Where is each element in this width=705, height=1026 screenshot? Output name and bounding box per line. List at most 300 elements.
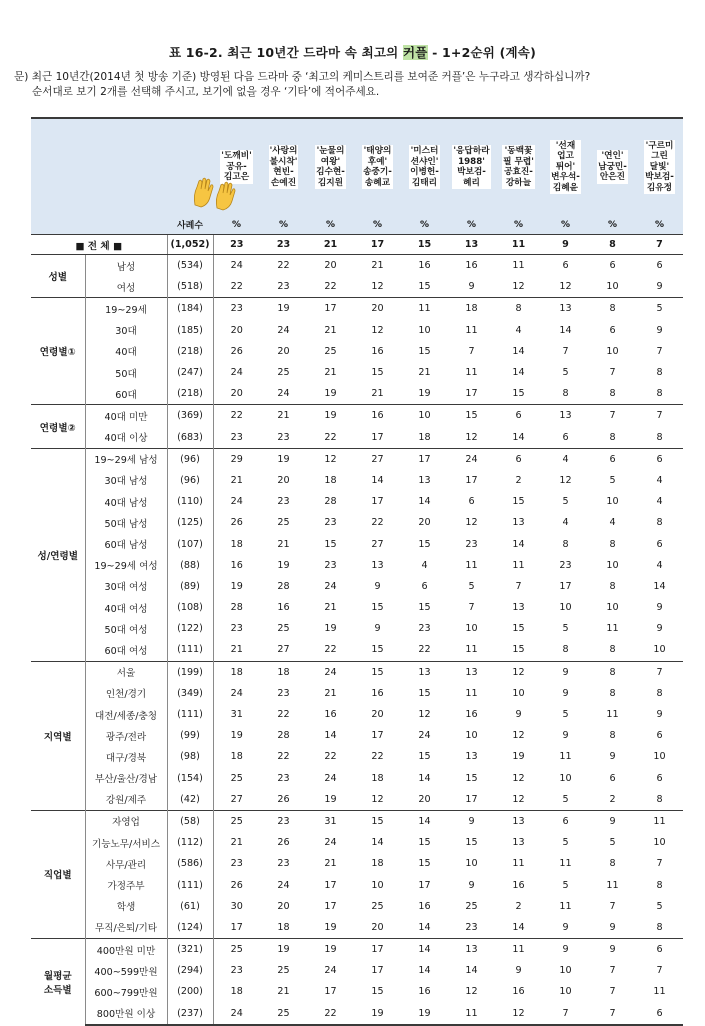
percent-value: 5 xyxy=(636,298,683,320)
sample-size: (108) xyxy=(167,597,213,618)
percent-unit: % xyxy=(495,215,542,235)
table-row xyxy=(31,746,683,767)
percent-value: 8 xyxy=(495,298,542,320)
percent-value: 21 xyxy=(371,388,384,400)
percent-value: 14 xyxy=(512,345,525,357)
percent-unit: % xyxy=(401,215,448,235)
percent-value: 16 xyxy=(512,879,525,891)
percent-value: 20 xyxy=(418,517,431,529)
percent-value: 16 xyxy=(371,687,384,699)
percent-value: 15 xyxy=(371,602,384,614)
column-header-3 xyxy=(307,118,354,215)
percent-value: 17 xyxy=(371,965,384,977)
percent-value: 12 xyxy=(371,281,384,293)
percent-value: 10 xyxy=(465,623,478,635)
percent-value: 8 xyxy=(589,661,636,683)
percent-value: 6 xyxy=(562,431,569,443)
percent-value: 11 xyxy=(559,858,572,870)
percent-value: 20 xyxy=(324,260,337,272)
percent-value: 18 xyxy=(230,751,243,763)
percent-value: 14 xyxy=(418,921,431,933)
group-label: 성별 xyxy=(31,255,85,298)
percent-value: 11 xyxy=(606,709,619,721)
percent-value: 21 xyxy=(307,235,354,255)
percent-value: 20 xyxy=(277,900,290,912)
row-label: 50대 남성 xyxy=(85,512,167,533)
percent-value: 8 xyxy=(609,730,616,742)
percent-value: 21 xyxy=(324,367,337,379)
percent-value: 6 xyxy=(656,538,663,550)
percent-value: 20 xyxy=(230,388,243,400)
column-label: '눈물의 여왕' 김수현- 김지원 xyxy=(316,146,345,188)
percent-value: 7 xyxy=(636,235,683,255)
row-label: 30대 xyxy=(85,320,167,341)
percent-value: 17 xyxy=(465,388,478,400)
percent-value: 24 xyxy=(230,687,243,699)
percent-value: 28 xyxy=(277,730,290,742)
percent-value: 15 xyxy=(512,623,525,635)
percent-value: 8 xyxy=(562,388,569,400)
column-label: '미스터 션샤인' 이병헌- 김태리 xyxy=(410,146,439,188)
percent-value: 18 xyxy=(418,431,431,443)
percent-value: 19 xyxy=(324,921,337,933)
percent-value: 9 xyxy=(374,580,381,592)
percent-value: 13 xyxy=(542,298,589,320)
percent-value: 10 xyxy=(606,496,619,508)
percent-value: 10 xyxy=(512,687,525,699)
percent-value: 23 xyxy=(230,431,243,443)
percent-value: 16 xyxy=(512,986,525,998)
percent-value: 10 xyxy=(465,858,478,870)
percent-value: 5 xyxy=(562,709,569,721)
percent-value: 8 xyxy=(562,538,569,550)
table-row xyxy=(31,939,683,961)
sample-size: (349) xyxy=(167,683,213,704)
percent-value: 11 xyxy=(636,810,683,832)
percent-unit: % xyxy=(589,215,636,235)
percent-value: 8 xyxy=(589,235,636,255)
percent-value: 9 xyxy=(656,602,663,614)
percent-value: 22 xyxy=(230,281,243,293)
percent-value: 4 xyxy=(542,448,589,470)
percent-value: 23 xyxy=(277,858,290,870)
percent-value: 24 xyxy=(230,367,243,379)
table-row xyxy=(31,896,683,917)
sample-size: (586) xyxy=(167,853,213,874)
percent-value: 8 xyxy=(656,879,663,891)
percent-value: 19 xyxy=(260,298,307,320)
sample-size: (247) xyxy=(167,362,213,383)
percent-value: 18 xyxy=(230,538,243,550)
percent-value: 23 xyxy=(277,772,290,784)
percent-value: 19 xyxy=(418,388,431,400)
row-label: 학생 xyxy=(85,896,167,917)
percent-value: 18 xyxy=(448,298,495,320)
percent-value: 23 xyxy=(230,965,243,977)
percent-value: 12 xyxy=(371,793,384,805)
percent-value: 10 xyxy=(606,559,619,571)
percent-unit: % xyxy=(542,215,589,235)
percent-value: 16 xyxy=(465,709,478,721)
percent-value: 23 xyxy=(213,235,260,255)
percent-value: 11 xyxy=(465,367,478,379)
percent-value: 5 xyxy=(609,837,616,849)
table-row xyxy=(31,427,683,449)
percent-value: 5 xyxy=(656,900,663,912)
percent-value: 6 xyxy=(542,810,589,832)
row-label: 19~29세 여성 xyxy=(85,555,167,576)
percent-value: 21 xyxy=(324,324,337,336)
percent-value: 9 xyxy=(542,235,589,255)
table-row xyxy=(31,683,683,704)
table-row xyxy=(31,789,683,811)
column-label: '태양의 후예' 송중기- 송혜교 xyxy=(363,146,392,188)
percent-value: 19 xyxy=(307,405,354,427)
sample-size: (199) xyxy=(167,661,213,683)
percent-value: 15 xyxy=(324,538,337,550)
table-row xyxy=(31,362,683,383)
percent-value: 10 xyxy=(418,324,431,336)
row-label: 대전/세종/충청 xyxy=(85,704,167,725)
table-row xyxy=(31,1003,683,1025)
table-row xyxy=(31,597,683,618)
percent-value: 6 xyxy=(562,260,569,272)
percent-value: 23 xyxy=(277,431,290,443)
table-row xyxy=(31,576,683,597)
percent-value: 27 xyxy=(371,538,384,550)
table-row xyxy=(31,618,683,639)
percent-value: 24 xyxy=(277,879,290,891)
percent-value: 6 xyxy=(609,772,616,784)
percent-value: 7 xyxy=(609,965,616,977)
percent-value: 19 xyxy=(324,388,337,400)
percent-value: 10 xyxy=(653,751,666,763)
percent-value: 13 xyxy=(418,474,431,486)
row-label: 가정주부 xyxy=(85,874,167,895)
column-header-4 xyxy=(354,118,401,215)
percent-value: 22 xyxy=(418,644,431,656)
percent-value: 10 xyxy=(559,602,572,614)
percent-value: 17 xyxy=(230,921,243,933)
sample-size: (185) xyxy=(167,320,213,341)
percent-value: 14 xyxy=(418,496,431,508)
sample-size: (124) xyxy=(167,917,213,939)
percent-value: 26 xyxy=(230,345,243,357)
percent-value: 22 xyxy=(371,751,384,763)
percent-value: 29 xyxy=(213,448,260,470)
percent-value: 13 xyxy=(448,661,495,683)
row-label: 30대 여성 xyxy=(85,576,167,597)
percent-value: 16 xyxy=(418,260,431,272)
percent-value: 28 xyxy=(324,496,337,508)
row-label: 남성 xyxy=(85,255,167,277)
percent-value: 9 xyxy=(468,879,475,891)
percent-value: 24 xyxy=(307,661,354,683)
percent-value: 21 xyxy=(230,644,243,656)
total-row xyxy=(31,235,683,255)
percent-value: 21 xyxy=(324,602,337,614)
percent-value: 8 xyxy=(609,644,616,656)
percent-value: 4 xyxy=(562,517,569,529)
percent-value: 9 xyxy=(562,921,569,933)
percent-value: 22 xyxy=(277,260,290,272)
column-label: '동백꽃 필 무렵' 공효진- 강하늘 xyxy=(503,146,534,188)
table-row xyxy=(31,725,683,746)
percent-value: 9 xyxy=(589,810,636,832)
percent-value: 5 xyxy=(562,623,569,635)
percent-value: 25 xyxy=(277,367,290,379)
percent-value: 9 xyxy=(542,661,589,683)
percent-value: 24 xyxy=(324,580,337,592)
percent-value: 13 xyxy=(542,405,589,427)
percent-value: 22 xyxy=(324,431,337,443)
percent-value: 11 xyxy=(512,260,525,272)
percent-value: 25 xyxy=(465,900,478,912)
percent-value: 25 xyxy=(371,900,384,912)
percent-value: 9 xyxy=(609,751,616,763)
percent-value: 24 xyxy=(324,837,337,849)
percent-value: 6 xyxy=(656,260,663,272)
table-row xyxy=(31,341,683,362)
percent-value: 22 xyxy=(213,405,260,427)
percent-value: 22 xyxy=(277,751,290,763)
percent-value: 16 xyxy=(230,559,243,571)
percent-value: 14 xyxy=(418,965,431,977)
percent-value: 11 xyxy=(606,623,619,635)
corner-cell xyxy=(31,118,167,215)
percent-value: 14 xyxy=(418,772,431,784)
percent-value: 22 xyxy=(307,1003,354,1025)
row-label: 사무/관리 xyxy=(85,853,167,874)
percent-value: 4 xyxy=(656,474,663,486)
row-label: 30대 남성 xyxy=(85,470,167,491)
percent-value: 21 xyxy=(418,367,431,379)
table-row xyxy=(31,768,683,789)
percent-value: 8 xyxy=(656,431,663,443)
percent-value: 6 xyxy=(609,260,616,272)
percent-value: 13 xyxy=(448,939,495,961)
sample-size: (111) xyxy=(167,639,213,661)
table-row xyxy=(31,555,683,576)
percent-value: 21 xyxy=(230,474,243,486)
percent-value: 9 xyxy=(656,709,663,721)
percent-value: 24 xyxy=(213,1003,260,1025)
column-header-7 xyxy=(495,118,542,215)
percent-value: 16 xyxy=(465,260,478,272)
column-header-6 xyxy=(448,118,495,215)
unit-row xyxy=(31,215,683,235)
percent-value: 19 xyxy=(512,751,525,763)
percent-value: 9 xyxy=(656,281,663,293)
sample-size: (42) xyxy=(167,789,213,811)
row-label: 대구/경북 xyxy=(85,746,167,767)
percent-value: 4 xyxy=(421,559,428,571)
percent-value: 27 xyxy=(354,448,401,470)
percent-value: 17 xyxy=(418,879,431,891)
table-title xyxy=(0,43,705,61)
table-row xyxy=(31,470,683,491)
percent-unit: % xyxy=(260,215,307,235)
percent-value: 6 xyxy=(609,324,616,336)
percent-value: 11 xyxy=(559,900,572,912)
percent-value: 17 xyxy=(401,448,448,470)
percent-value: 5 xyxy=(562,793,569,805)
row-label: 400~599만원 xyxy=(85,960,167,981)
percent-value: 9 xyxy=(562,730,569,742)
row-label: 50대 여성 xyxy=(85,618,167,639)
raised-hands-icon xyxy=(191,175,239,211)
row-label: 50대 xyxy=(85,362,167,383)
percent-value: 17 xyxy=(354,235,401,255)
sample-size: (96) xyxy=(167,448,213,470)
column-label: '응답하라 1988' 박보검- 혜리 xyxy=(453,146,490,188)
percent-value: 10 xyxy=(401,405,448,427)
percent-value: 5 xyxy=(562,879,569,891)
percent-value: 9 xyxy=(589,939,636,961)
percent-value: 17 xyxy=(324,900,337,912)
percent-value: 10 xyxy=(606,345,619,357)
sample-size: (534) xyxy=(167,255,213,277)
percent-value: 24 xyxy=(230,496,243,508)
percent-value: 25 xyxy=(277,517,290,529)
percent-value: 25 xyxy=(230,772,243,784)
percent-value: 15 xyxy=(371,986,384,998)
percent-value: 23 xyxy=(465,538,478,550)
percent-value: 15 xyxy=(418,687,431,699)
group-label: 직업별 xyxy=(31,810,85,938)
percent-value: 23 xyxy=(260,810,307,832)
percent-value: 13 xyxy=(448,235,495,255)
percent-value: 27 xyxy=(277,644,290,656)
sample-size: (110) xyxy=(167,491,213,512)
percent-value: 13 xyxy=(401,661,448,683)
row-label: 40대 xyxy=(85,341,167,362)
row-label: 기능노무/서비스 xyxy=(85,832,167,853)
percent-value: 16 xyxy=(418,986,431,998)
table-row xyxy=(31,320,683,341)
sample-size: (107) xyxy=(167,533,213,554)
percent-value: 11 xyxy=(448,1003,495,1025)
percent-unit: % xyxy=(448,215,495,235)
sample-size-header: 사례수 xyxy=(167,215,213,235)
percent-value: 21 xyxy=(324,687,337,699)
percent-value: 30 xyxy=(230,900,243,912)
percent-value: 19 xyxy=(354,1003,401,1025)
sample-size: (99) xyxy=(167,725,213,746)
percent-value: 6 xyxy=(495,448,542,470)
percent-value: 6 xyxy=(636,1003,683,1025)
sample-size: (61) xyxy=(167,896,213,917)
percent-value: 14 xyxy=(653,580,666,592)
percent-value: 12 xyxy=(512,772,525,784)
percent-value: 18 xyxy=(260,661,307,683)
percent-value: 7 xyxy=(515,580,522,592)
percent-value: 19 xyxy=(260,448,307,470)
percent-value: 7 xyxy=(589,405,636,427)
percent-value: 10 xyxy=(653,837,666,849)
column-header-9 xyxy=(589,118,636,215)
percent-value: 15 xyxy=(465,837,478,849)
percent-value: 20 xyxy=(371,709,384,721)
unit-blank xyxy=(31,215,167,235)
percent-value: 21 xyxy=(371,260,384,272)
percent-value: 4 xyxy=(656,559,663,571)
percent-value: 14 xyxy=(465,965,478,977)
percent-value: 8 xyxy=(609,538,616,550)
row-label: 인천/경기 xyxy=(85,683,167,704)
percent-value: 11 xyxy=(495,939,542,961)
percent-value: 15 xyxy=(418,751,431,763)
percent-value: 18 xyxy=(277,921,290,933)
percent-value: 15 xyxy=(512,496,525,508)
percent-value: 21 xyxy=(324,858,337,870)
percent-value: 25 xyxy=(277,965,290,977)
percent-value: 15 xyxy=(418,858,431,870)
percent-value: 10 xyxy=(371,879,384,891)
percent-value: 8 xyxy=(609,687,616,699)
percent-value: 8 xyxy=(656,921,663,933)
percent-value: 14 xyxy=(401,810,448,832)
percent-value: 24 xyxy=(277,388,290,400)
percent-value: 13 xyxy=(512,517,525,529)
percent-value: 11 xyxy=(465,324,478,336)
percent-value: 19 xyxy=(277,559,290,571)
row-label: 무직/은퇴/기타 xyxy=(85,917,167,939)
percent-value: 8 xyxy=(609,431,616,443)
percent-value: 15 xyxy=(418,538,431,550)
percent-value: 23 xyxy=(324,517,337,529)
percent-value: 23 xyxy=(418,623,431,635)
percent-value: 16 xyxy=(371,345,384,357)
percent-value: 12 xyxy=(307,448,354,470)
table-row xyxy=(31,383,683,405)
percent-value: 9 xyxy=(542,939,589,961)
percent-value: 11 xyxy=(653,986,666,998)
percent-value: 5 xyxy=(562,837,569,849)
percent-value: 16 xyxy=(277,602,290,614)
table-row xyxy=(31,853,683,874)
sample-size: (218) xyxy=(167,383,213,405)
percent-value: 15 xyxy=(418,837,431,849)
percent-value: 17 xyxy=(324,986,337,998)
percent-value: 19 xyxy=(230,580,243,592)
row-label: 60대 xyxy=(85,383,167,405)
table-row xyxy=(31,405,683,427)
percent-value: 16 xyxy=(354,405,401,427)
percent-value: 17 xyxy=(307,298,354,320)
table-row xyxy=(31,276,683,298)
row-label: 부산/울산/경남 xyxy=(85,768,167,789)
sample-size: (88) xyxy=(167,555,213,576)
percent-value: 25 xyxy=(324,345,337,357)
percent-value: 13 xyxy=(465,751,478,763)
percent-value: 12 xyxy=(465,431,478,443)
percent-value: 6 xyxy=(468,496,475,508)
percent-value: 17 xyxy=(371,431,384,443)
percent-value: 24 xyxy=(448,448,495,470)
column-label: '사랑의 불시착' 현빈- 손예진 xyxy=(269,146,298,188)
table-row xyxy=(31,810,683,832)
table-row xyxy=(31,255,683,277)
percent-value: 23 xyxy=(230,858,243,870)
percent-value: 19 xyxy=(324,793,337,805)
group-label: 월평균 소득별 xyxy=(31,939,85,1025)
percent-value: 8 xyxy=(656,367,663,379)
percent-value: 16 xyxy=(324,709,337,721)
percent-value: 7 xyxy=(656,965,663,977)
percent-value: 7 xyxy=(468,345,475,357)
sample-size: (294) xyxy=(167,960,213,981)
